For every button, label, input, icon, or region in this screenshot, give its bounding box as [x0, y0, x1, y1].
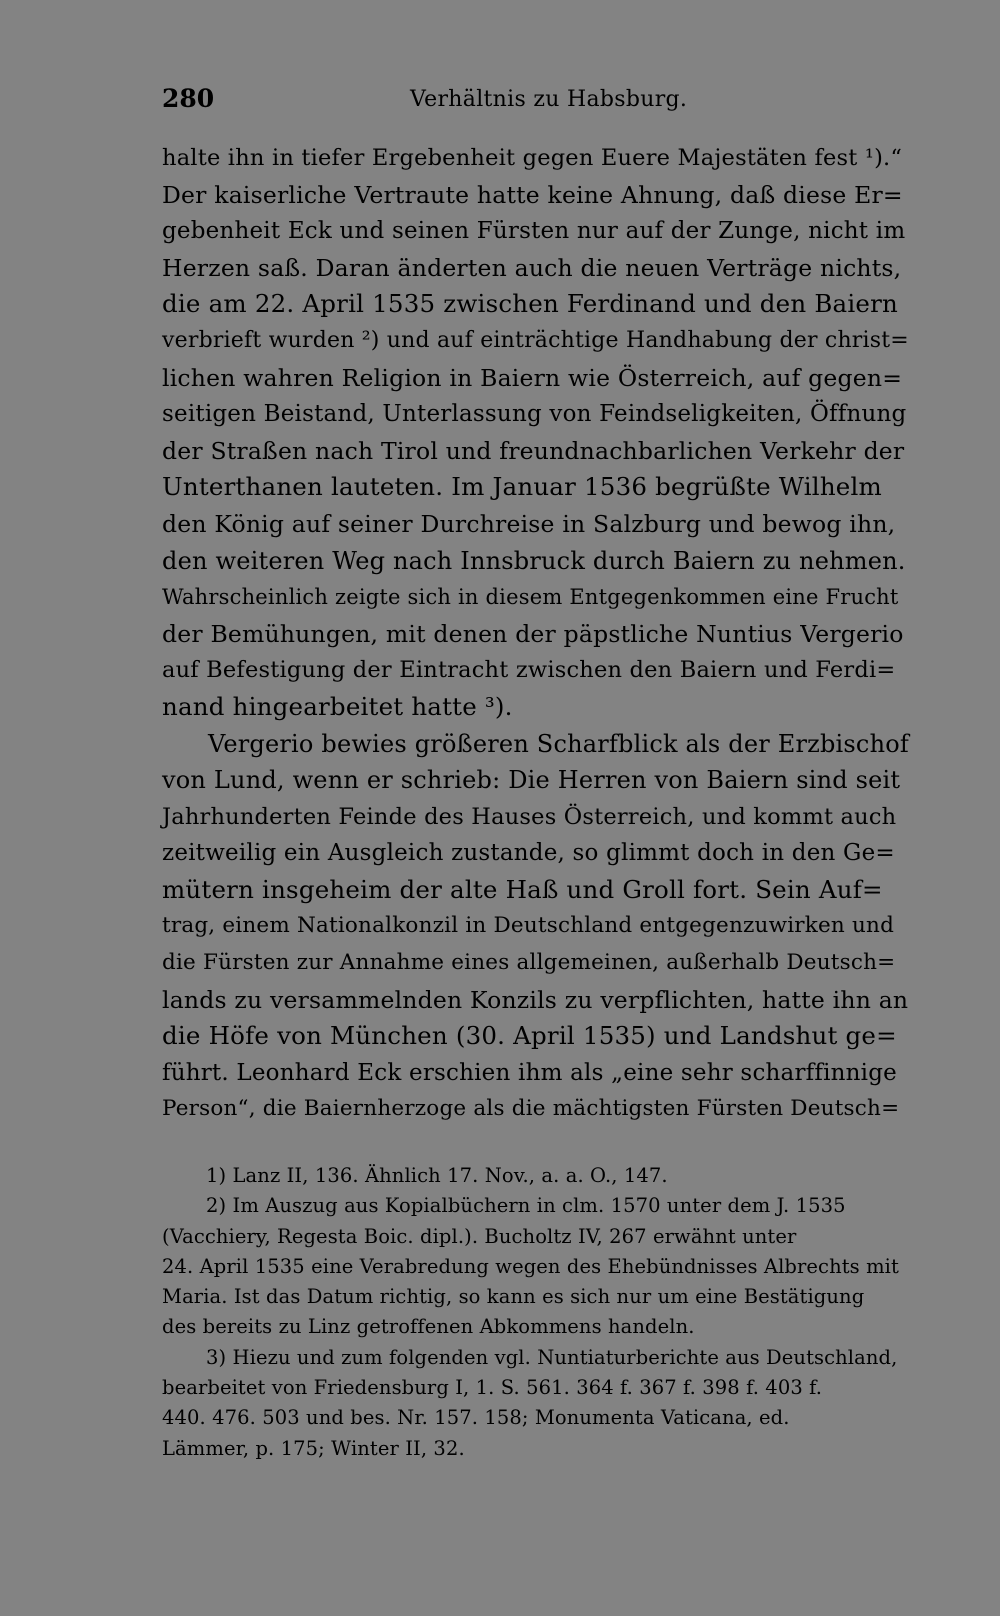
text-line: Person“, die Baiernherzoge als die mächtigsten Fürsten Deutsch=: [162, 1096, 900, 1122]
text-line: mütern insgeheim der alte Haß und Groll fort. Sein Auf=: [162, 874, 883, 904]
text-line: lichen wahren Religion in Baiern wie Österreich, auf gegen=: [162, 363, 903, 392]
footnote-line: Lämmer, p. 175; Winter II, 32.: [162, 1436, 465, 1460]
footnote-1: 1) Lanz II, 136. Ähnlich 17. Nov., a. a. O., 147.: [206, 1164, 668, 1187]
text-line: zeitweilig ein Ausgleich zustande, so glimmt doch in den Ge=: [162, 840, 895, 867]
text-line: von Lund, wenn er schrieb: Die Herren von Baiern sind seit: [162, 766, 901, 795]
text-line: Der kaiserliche Vertraute hatte keine Ahnung, daß diese Er=: [162, 180, 903, 209]
text-line: führt. Leonhard Eck erschien ihm als „eine sehr scharffinnige: [162, 1059, 897, 1086]
page-header: [162, 84, 910, 120]
page-number: 280: [162, 84, 215, 113]
text-line: die am 22. April 1535 zwischen Ferdinand und den Baiern: [162, 289, 898, 319]
footnote-2: 2) Im Auszug aus Kopialbüchern in clm. 1570 unter dem J. 1535: [206, 1194, 846, 1218]
text-line: der Straßen nach Tirol und freundnachbarlichen Verkehr der: [162, 436, 905, 465]
footnote-line: 24. April 1535 eine Verabredung wegen des Ehebündnisses Albrechts mit: [162, 1254, 899, 1278]
text-line: die Fürsten zur Annahme eines allgemeinen, außerhalb Deutsch=: [162, 950, 896, 976]
footnote-line: (Vacchiery, Regesta Boic. dipl.). Bucholtz IV, 267 erwähnt unter: [162, 1224, 797, 1248]
text-line: nand hingearbeitet hatte ³).: [162, 691, 513, 721]
text-line: seitigen Beistand, Unterlassung von Feindseligkeiten, Öffnung: [162, 401, 907, 428]
footnote-line: bearbeitet von Friedensburg I, 1. S. 561. 364 f. 367 f. 398 f. 403 f.: [162, 1376, 823, 1400]
footnote-line: des bereits zu Linz getroffenen Abkommens handeln.: [162, 1315, 695, 1339]
text-line: verbrieft wurden ²) und auf einträchtige Handhabung der christ=: [162, 327, 909, 353]
text-line: lands zu versammelnden Konzils zu verpflichten, hatte ihn an: [162, 985, 909, 1014]
text-line: Herzen saß. Daran änderten auch die neuen Verträge nichts,: [162, 253, 902, 282]
text-line: trag, einem Nationalkonzil in Deutschland entgegenzuwirken und: [162, 913, 895, 939]
text-line: auf Befestigung der Eintracht zwischen den Baiern und Ferdi=: [162, 657, 896, 684]
footnote-line: Maria. Ist das Datum richtig, so kann es sich nur um eine Bestätigung: [162, 1285, 865, 1309]
text-line: Jahrhunderten Feinde des Hauses Österreich, und kommt auch: [162, 803, 897, 830]
paragraph-start-line: Vergerio bewies größeren Scharfblick als der Erzbischof: [208, 729, 909, 758]
text-line: den weiteren Weg nach Innsbruck durch Baiern zu nehmen.: [162, 546, 906, 575]
text-line: Unterthanen lauteten. Im Januar 1536 begrüßte Wilhelm: [162, 472, 882, 502]
text-line: Wahrscheinlich zeigte sich in diesem Entgegenkommen eine Frucht: [162, 585, 899, 610]
text-line: halte ihn in tiefer Ergebenheit gegen Euere Majestäten fest ¹).“: [162, 145, 903, 171]
text-line: den König auf seiner Durchreise in Salzburg und bewog ihn,: [162, 509, 896, 538]
footnote-3: 3) Hiezu und zum folgenden vgl. Nuntiaturberichte aus Deutschland,: [206, 1345, 898, 1369]
body-text: [162, 140, 910, 1128]
footnote-line: 440. 476. 503 und bes. Nr. 157. 158; Monumenta Vaticana, ed.: [162, 1406, 790, 1430]
text-line: der Bemühungen, mit denen der päpstliche Nuntius Vergerio: [162, 619, 904, 648]
text-line: gebenheit Eck und seinen Fürsten nur auf der Zunge, nicht im: [162, 218, 906, 245]
footnotes: [162, 1161, 910, 1464]
text-line: die Höfe von München (30. April 1535) und Landshut ge=: [162, 1021, 897, 1051]
running-head: Verhältnis zu Habsburg.: [410, 87, 688, 112]
